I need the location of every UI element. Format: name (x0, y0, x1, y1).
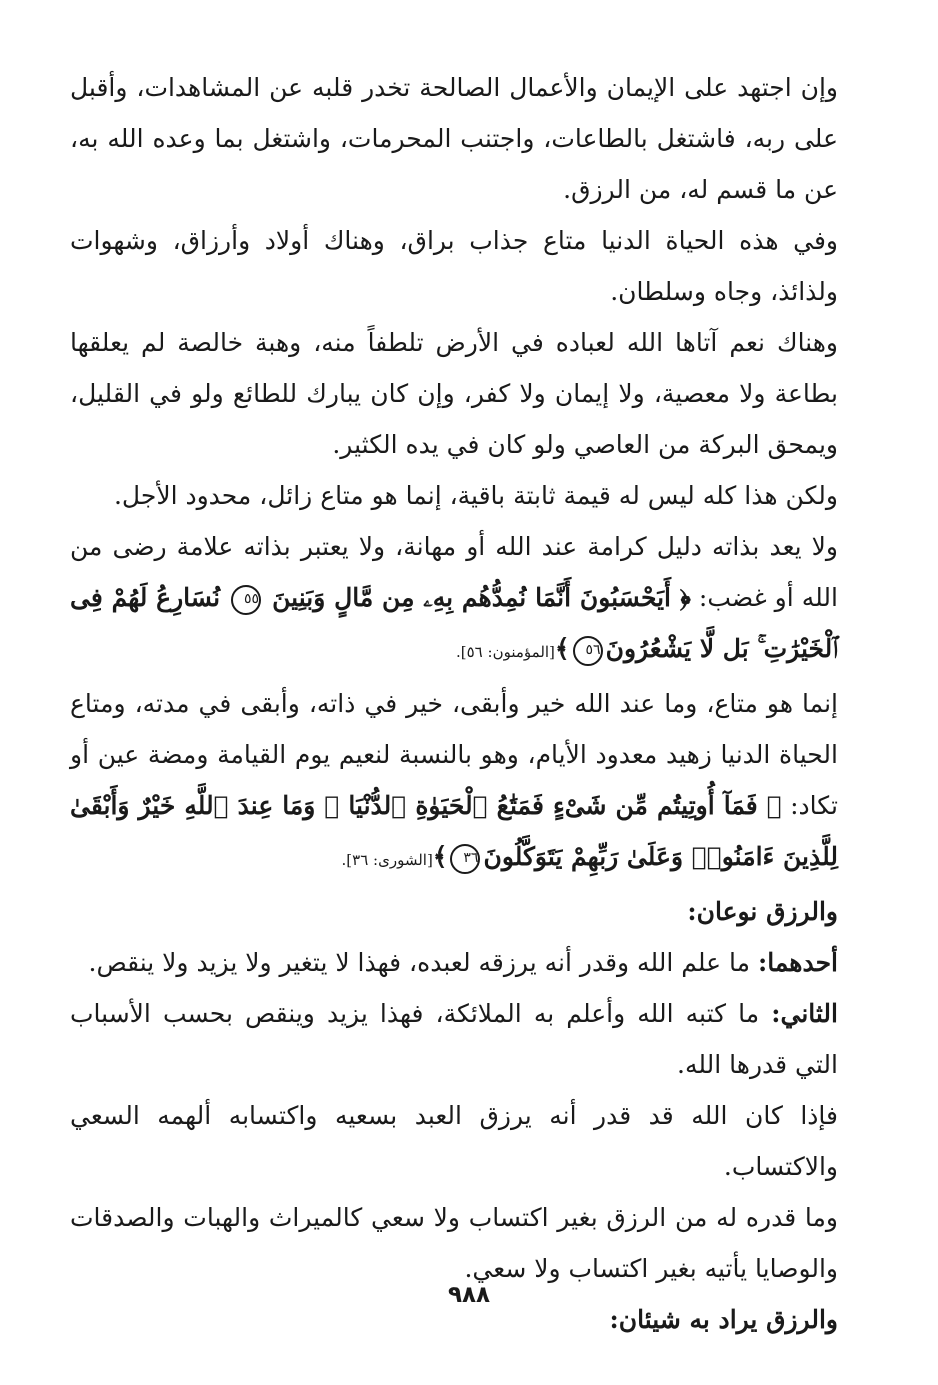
paragraph-4: ولكن هذا كله ليس له قيمة ثابتة باقية، إنما هو متاع زائل، محدود الأجل. (113, 481, 838, 510)
paragraph-9: فإذا كان الله قد قدر أنه يرزق العبد بسعيه واكتسابه ألهمه السعي والاكتساب. (70, 1101, 838, 1181)
paragraph-6 (70, 678, 838, 886)
verse-close-bracket: ﴾ (554, 634, 570, 663)
paragraph-5-intro: ولا يعد بذاته دليل كرامة عند الله أو مهانة، ولا يعتبر بذاته علامة رضى من الله أو غضب: (70, 532, 838, 612)
page-number: ٩٨٨ (447, 1282, 491, 1308)
paragraph-2: وفي هذه الحياة الدنيا متاع جذاب براق، وهناك أولاد وأرزاق، وشهوات ولذائذ، وجاه وسلطان. (70, 226, 838, 306)
quran-verse-shura-36: ﴿ فَمَآ أُوتِيتُم مِّن شَىْءٍ فَمَتَٰعُ ٱلْحَيَوٰةِ ٱلدُّنْيَا ۖ وَمَا عِندَ ٱللَّهِ خَيْرٌ وَأَبْقَىٰ لِلَّذِينَ ءَامَنُوا۟ وَعَلَىٰ رَبِّهِمْ يَتَوَكَّلُونَ (70, 791, 838, 871)
paragraph-second-type (70, 988, 838, 1090)
ayah-number-56: ٥٦ (573, 636, 603, 666)
paragraph-1: وإن اجتهد على الإيمان والأعمال الصالحة تخدر قلبه عن المشاهدات، وأقبل على ربه، فاشتغل بالطاعات، واجتنب المحرمات، واشتغل بما وعده الله به، عن ما قسم له، من الرزق. (70, 73, 838, 204)
main-text-block (70, 62, 838, 1345)
first-type-text: ما علم الله وقدر أنه يرزقه لعبده، فهذا لا يتغير ولا يزيد ولا ينقص. (88, 948, 758, 977)
paragraph-5 (70, 521, 838, 678)
first-type-label: أحدهما: (757, 948, 838, 977)
verse-close-bracket: ﴾ (432, 842, 448, 871)
ayah-number-55: ٥٥ (231, 585, 261, 615)
section-heading-rizq-types: والرزق نوعان: (687, 897, 838, 926)
ayah-number-36: ٣٦ (450, 844, 480, 874)
paragraph-3: وهناك نعم آتاها الله لعباده في الأرض تلطفاً منه، وهبة خالصة لم يعلقها بطاعة ولا معصية، ولا إيمان ولا كفر، وإن كان يبارك للطائع ولو في القليل، ويمحق البركة من العاصي ولو كان في يده الكثير. (70, 328, 838, 459)
second-type-label: الثاني: (771, 999, 838, 1028)
second-type-text: ما كتبه الله وأعلم به الملائكة، فهذا يزيد وينقص بحسب الأسباب التي قدرها الله. (70, 999, 838, 1079)
paragraph-first-type (70, 937, 838, 988)
paragraph-6-intro: إنما هو متاع، وما عند الله خير وأبقى، خير في ذاته، وأبقى في مدته، ومتاع الحياة الدنيا زهيد معدود الأيام، وهو بالنسبة لنعيم يوم القيامة ومضة عين أو تكاد: (70, 689, 838, 820)
verse-reference-shura: [الشورى: ٣٦]. (341, 851, 433, 869)
verse-reference-muminun: [المؤمنون: ٥٦]. (456, 643, 555, 661)
quran-verse-muminun-55: ﴿ أَيَحْسَبُونَ أَنَّمَا نُمِدُّهُم بِهِۦ مِن مَّالٍ وَبَنِينَ (272, 583, 691, 612)
section-heading-rizq-meanings: والرزق يراد به شيئان: (609, 1305, 838, 1334)
quran-verse-muminun-56: نُسَارِعُ لَهُمْ فِى ٱلْخَيْرَٰتِ ۚ بَل لَّا يَشْعُرُونَ (70, 583, 838, 663)
paragraph-10: وما قدره له من الرزق بغير اكتساب ولا سعي كالميراث والهبات والصدقات والوصايا يأتيه بغير اكتساب ولا سعي. (70, 1203, 838, 1283)
